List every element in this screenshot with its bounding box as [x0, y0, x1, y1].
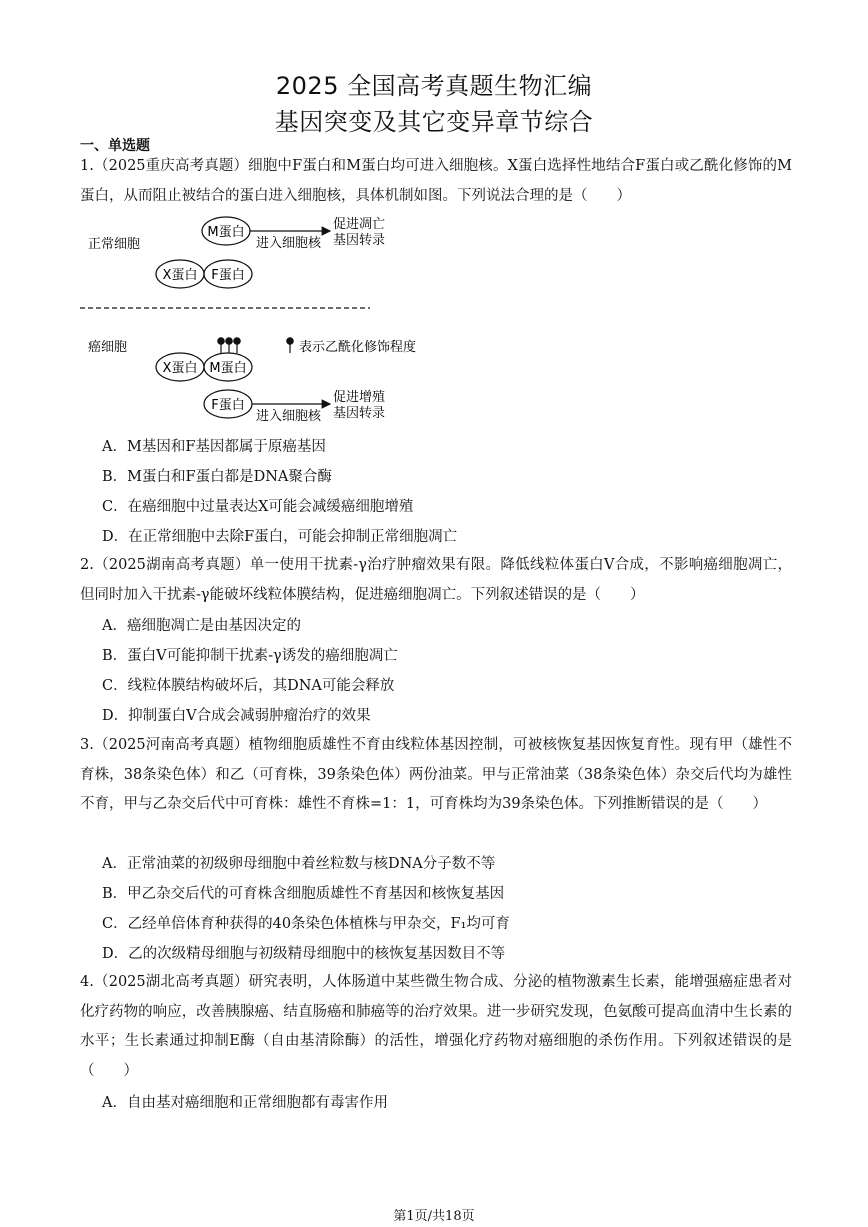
question-4-option-a: A．自由基对癌细胞和正常细胞都有毒害作用: [102, 1095, 388, 1111]
question-1-option-a: A．M基因和F基因都属于原癌基因: [102, 439, 326, 455]
f-protein-label-normal: F蛋白: [211, 268, 245, 283]
question-1-option-c: C．在癌细胞中过量表达X可能会减缓癌细胞增殖: [102, 499, 414, 515]
normal-cell-label: 正常细胞: [88, 237, 141, 252]
enter-nucleus-label-normal: 进入细胞核: [256, 236, 322, 251]
x-protein-label-normal: X蛋白: [162, 268, 198, 283]
question-1-option-b: B．M蛋白和F蛋白都是DNA聚合酶: [102, 469, 332, 485]
page-footer: 第1页/共18页: [393, 1209, 475, 1224]
x-protein-label-cancer: X蛋白: [162, 361, 198, 376]
acetylation-legend-label: 表示乙酰化修饰程度: [299, 340, 417, 355]
question-3-option-a: A．正常油菜的初级卵母细胞中着丝粒数与核DNA分子数不等: [102, 856, 496, 872]
question-2-stem: 2.（2025湖南高考真题）单一使用干扰素-γ治疗肿瘤效果有限。降低线粒体蛋白V合成，不影响癌细胞凋亡，但同时加入干扰素-γ能破坏线粒体膜结构，促进癌细胞凋亡。下列叙述错误的是（ ）: [80, 557, 792, 603]
page-title-line1: 2025 全国高考真题生物汇编: [275, 72, 593, 100]
f-protein-label-cancer: F蛋白: [211, 398, 245, 413]
m-protein-label-normal: M蛋白: [207, 225, 245, 240]
question-2-option-a: A．癌细胞凋亡是由基因决定的: [102, 618, 301, 634]
question-2-option-d: D．抑制蛋白V合成会减弱肿瘤治疗的效果: [102, 708, 371, 724]
mechanism-figure: [80, 212, 460, 432]
page-title-line2: 基因突变及其它变异章节综合: [274, 108, 594, 136]
question-2-option-b: B．蛋白V可能抑制干扰素-γ诱发的癌细胞凋亡: [102, 648, 398, 664]
cancer-cell-label: 癌细胞: [88, 340, 128, 355]
promote-prolif-line2: 基因转录: [333, 406, 386, 421]
section-label: 一、单选题: [80, 138, 150, 154]
acetylation-pins: [218, 338, 240, 353]
acetylation-legend-icon: [287, 338, 293, 353]
enter-nucleus-label-cancer: 进入细胞核: [256, 409, 322, 424]
question-3-option-d: D．乙的次级精母细胞与初级精母细胞中的核恢复基因数目不等: [102, 946, 506, 962]
promote-prolif-line1: 促进增殖: [333, 390, 386, 405]
question-4-stem: 4.（2025湖北高考真题）研究表明，人体肠道中某些微生物合成、分泌的植物激素生长素，能增强癌症患者对化疗药物的响应，改善胰腺癌、结直肠癌和肺癌等的治疗效果。进一步研究发现，色氨酸可提高血清中生长素的水平；生长素通过抑制E酶（自由基清除酶）的活性，增强化疗药物对癌细胞的杀伤作用。下列叙述错误的是（ ）: [80, 974, 792, 1079]
question-1-stem: 1.（2025重庆高考真题）细胞中F蛋白和M蛋白均可进入细胞核。X蛋白选择性地结合F蛋白或乙酰化修饰的M蛋白，从而阻止被结合的蛋白进入细胞核，具体机制如图。下列说法合理的是（ ）: [80, 158, 792, 204]
question-3-option-c: C．乙经单倍体育种获得的40条染色体植株与甲杂交，F₁均可育: [102, 916, 510, 932]
promote-apoptosis-line2: 基因转录: [333, 233, 386, 248]
question-3-option-b: B．甲乙杂交后代的可育株含细胞质雄性不育基因和核恢复基因: [102, 886, 505, 902]
question-2-option-c: C．线粒体膜结构破坏后，其DNA可能会释放: [102, 678, 395, 694]
question-3-stem: 3.（2025河南高考真题）植物细胞质雄性不育由线粒体基因控制，可被核恢复基因恢复育性。现有甲（雄性不育株，38条染色体）和乙（可育株，39条染色体）两份油菜。甲与正常油菜（38条染色体）杂交后代均为雄性不育，甲与乙杂交后代中可育株：雄性不育株=1：1，可育株均为39条染色体。下列推断错误的是（ ）: [80, 737, 792, 812]
promote-apoptosis-line1: 促进凋亡: [333, 217, 386, 232]
m-protein-label-cancer: M蛋白: [209, 361, 247, 376]
question-1-option-d: D．在正常细胞中去除F蛋白，可能会抑制正常细胞凋亡: [102, 529, 458, 545]
